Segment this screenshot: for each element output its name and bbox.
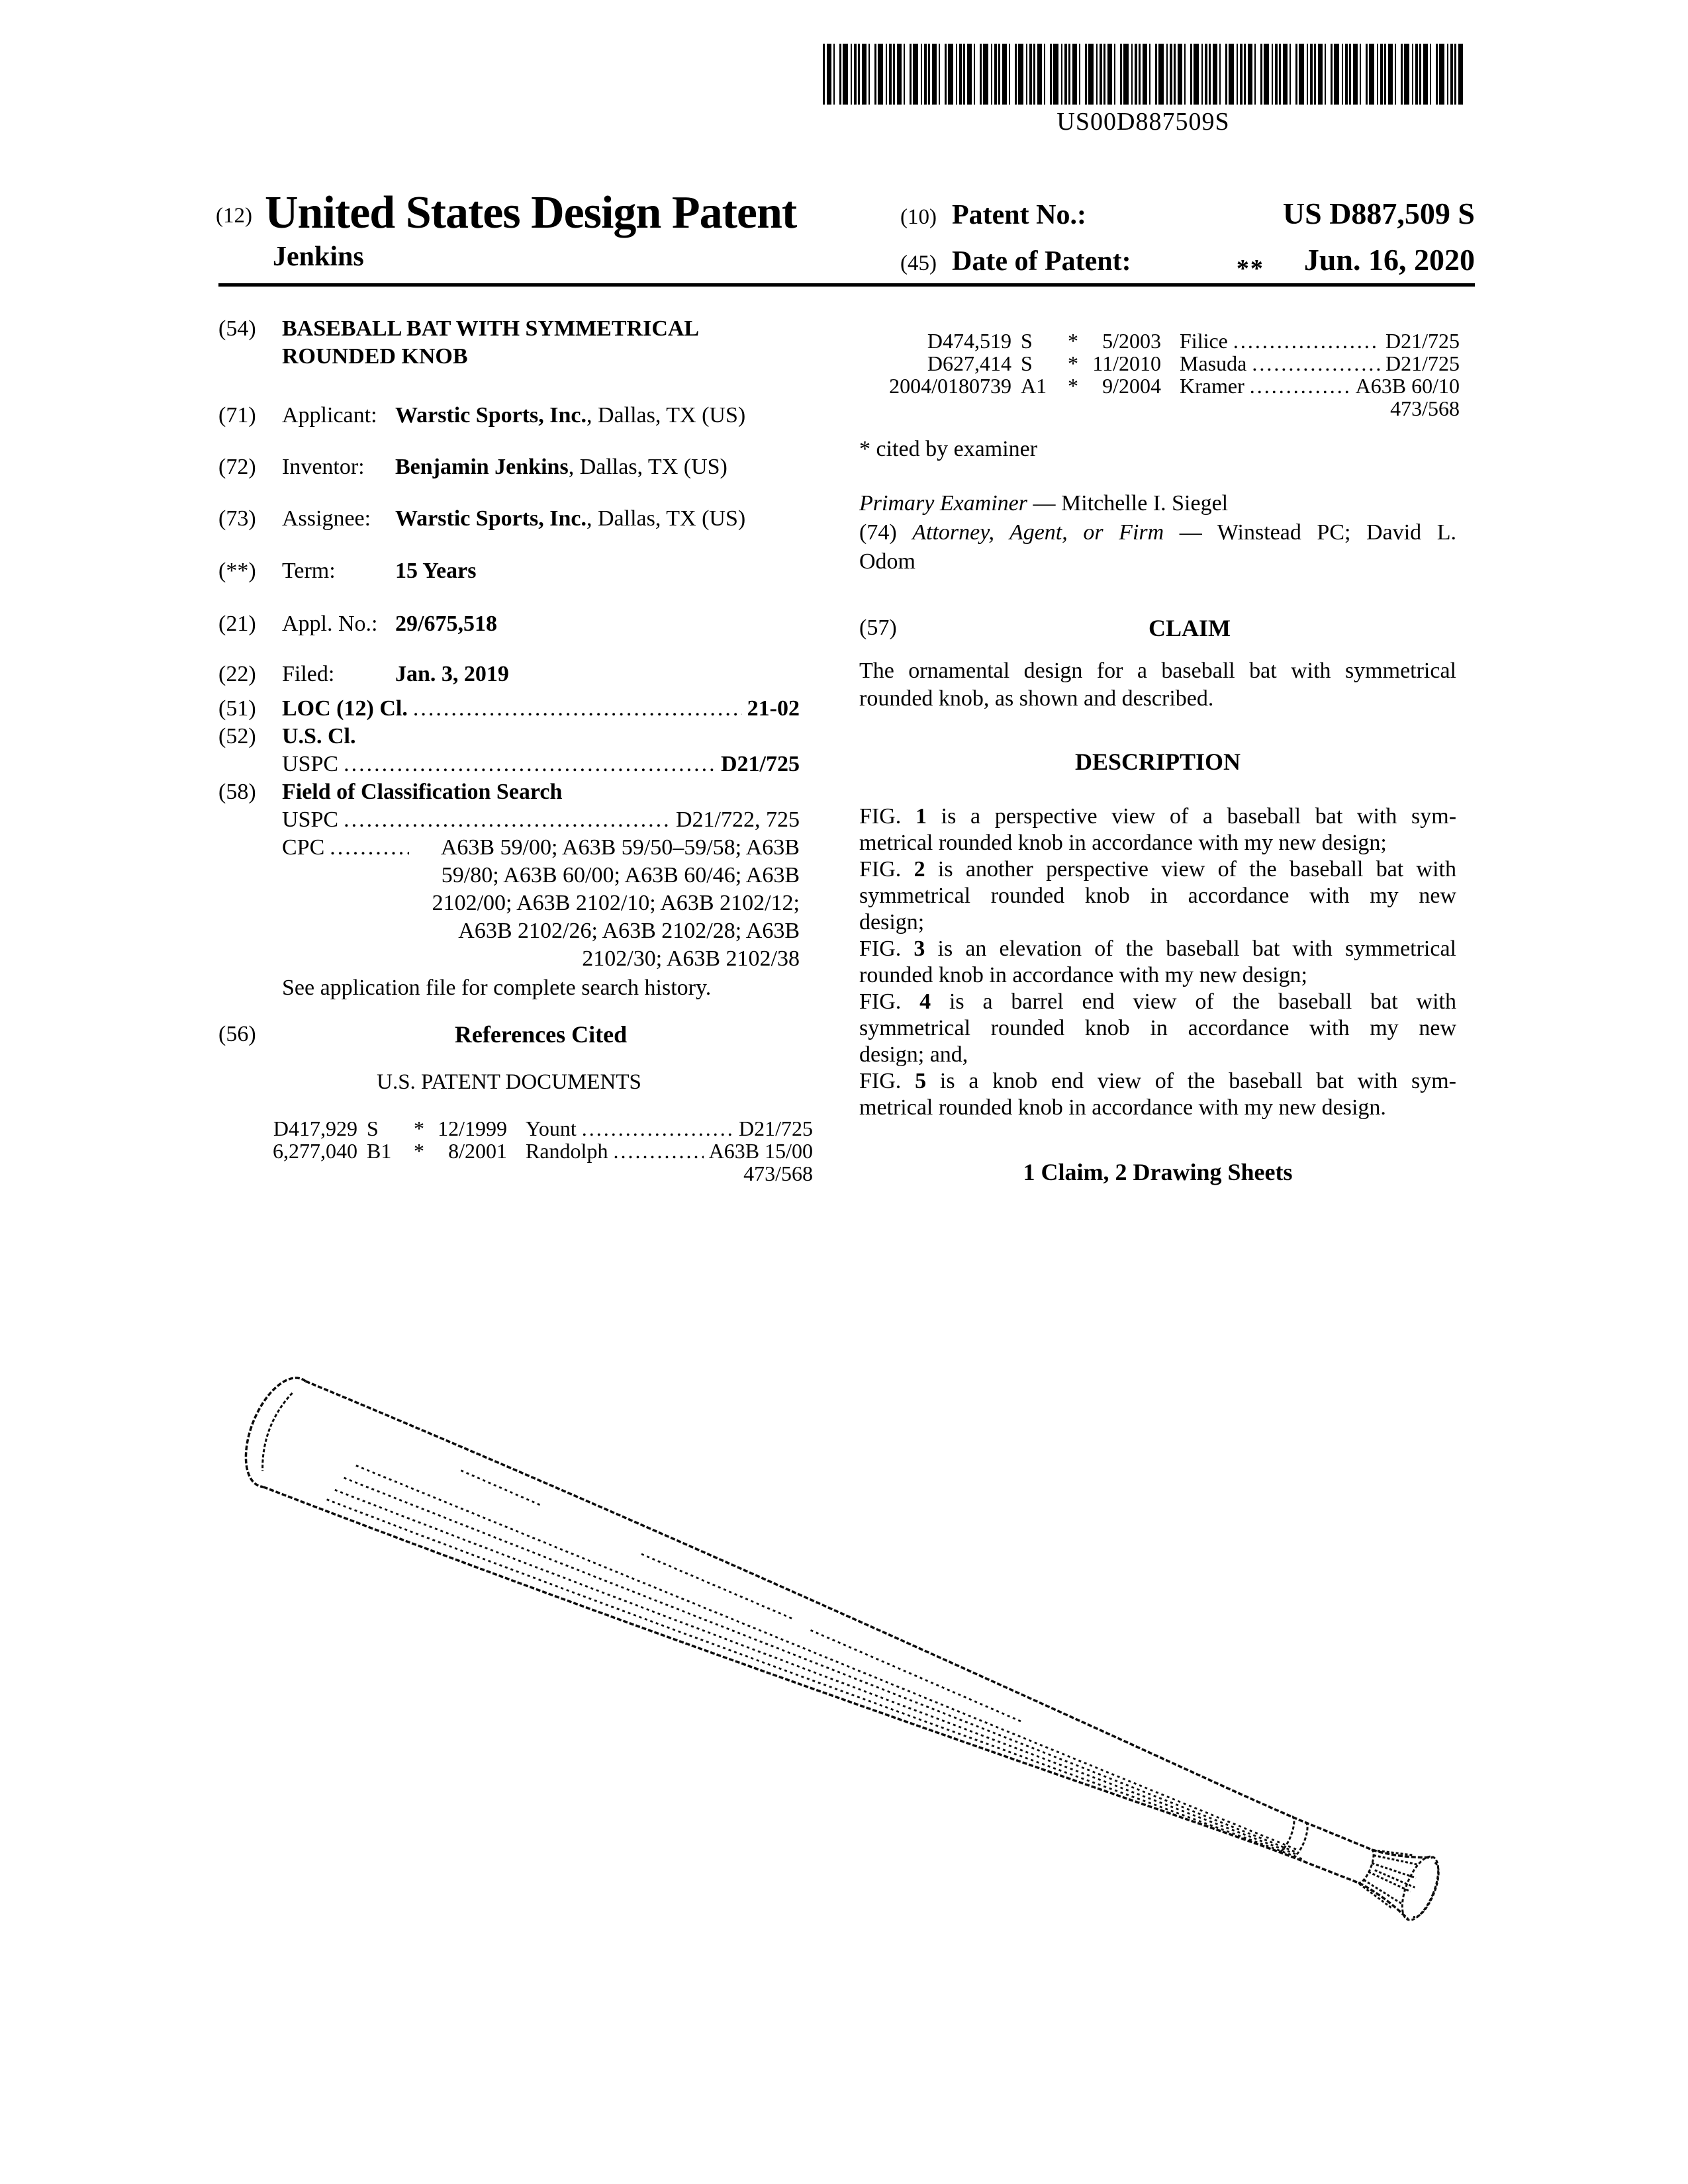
application-number-field bbox=[218, 610, 800, 638]
dot-leader bbox=[613, 1140, 703, 1162]
reference-table-right bbox=[871, 330, 1460, 420]
uspc-label: USPC bbox=[282, 752, 339, 776]
primary-examiner-label: Primary Examiner bbox=[859, 491, 1028, 516]
ref-class-continuation: 473/568 bbox=[1390, 396, 1460, 420]
applicant-location: , Dallas, TX (US) bbox=[586, 403, 746, 428]
reference-row bbox=[230, 1117, 813, 1140]
ref-date: 9/2004 bbox=[1102, 374, 1161, 398]
grain-line bbox=[640, 1554, 795, 1619]
dot-leader bbox=[330, 834, 409, 862]
ref-star: * bbox=[414, 1139, 424, 1163]
term-value: 15 Years bbox=[395, 559, 477, 583]
field-of-search bbox=[218, 778, 800, 806]
field-code: (58) bbox=[218, 780, 256, 804]
claim-text-line1: The ornamental design for a baseball bat with symmetrical bbox=[859, 659, 1456, 683]
reference-row bbox=[871, 352, 1460, 375]
ref-kind: B1 bbox=[367, 1139, 392, 1163]
field-code: (73) bbox=[218, 506, 256, 531]
bat-outline-bottom bbox=[263, 1451, 1414, 1941]
header-divider bbox=[218, 283, 1475, 287]
description-line: FIG. 5 is a knob end view of the baseball bat with sym- bbox=[859, 1069, 1456, 1093]
attorney-code: (74) bbox=[859, 520, 897, 545]
ref-date: 5/2003 bbox=[1102, 329, 1161, 353]
inventor-location: , Dallas, TX (US) bbox=[568, 455, 727, 479]
references-cited-heading bbox=[218, 1021, 800, 1048]
field-code: (22) bbox=[218, 662, 256, 686]
ref-number: 6,277,040 bbox=[273, 1139, 357, 1163]
field-code: (52) bbox=[218, 724, 256, 749]
us-class-label: U.S. Cl. bbox=[282, 724, 356, 749]
ref-name: Masuda bbox=[1180, 351, 1247, 375]
cpc-value-line: A63B 59/00; A63B 59/50–59/58; A63B bbox=[440, 835, 800, 860]
patent-date-line bbox=[900, 242, 1475, 283]
ref-class: A63B 15/00 bbox=[708, 1139, 813, 1163]
ref-class: D21/725 bbox=[739, 1116, 813, 1140]
reference-table-left bbox=[230, 1117, 813, 1185]
description-line: FIG. 4 is a barrel end view of the baseball bat with bbox=[859, 989, 1457, 1014]
patent-date-label: Date of Patent: bbox=[952, 246, 1131, 277]
description-line: design; bbox=[859, 910, 925, 934]
attorney-line2: Odom bbox=[859, 549, 915, 574]
ref-name: Kramer bbox=[1180, 374, 1244, 398]
ref-number: D627,414 bbox=[927, 351, 1011, 375]
reference-row bbox=[871, 375, 1460, 397]
grain-line bbox=[327, 1473, 1304, 1886]
application-number-value: 29/675,518 bbox=[395, 612, 497, 636]
description-line: symmetrical rounded knob in accordance with my new bbox=[859, 884, 1456, 908]
filed-label: Filed: bbox=[282, 662, 335, 686]
filed-field bbox=[218, 660, 800, 688]
search-cpc-line3: 2102/00; A63B 2102/10; A63B 2102/12; bbox=[432, 891, 800, 915]
uspc-value: D21/725 bbox=[721, 752, 800, 776]
search-cpc-line5: 2102/30; A63B 2102/38 bbox=[582, 946, 800, 971]
ref-date: 8/2001 bbox=[448, 1139, 507, 1163]
ref-star: * bbox=[1068, 351, 1078, 375]
description-line: FIG. 3 is an elevation of the baseball bat with symmetrical bbox=[859, 936, 1457, 961]
invention-title-line1: BASEBALL BAT WITH SYMMETRICAL bbox=[282, 316, 700, 341]
assignee-field bbox=[218, 505, 800, 533]
field-code: (**) bbox=[218, 559, 256, 583]
description-line: FIG. 2 is another perspective view of the baseball bat with bbox=[859, 857, 1456, 882]
ref-number: 2004/0180739 bbox=[889, 374, 1011, 398]
barcode-number: US00D887509S bbox=[1056, 108, 1230, 136]
attorney-line bbox=[859, 519, 1456, 547]
inventor-surname: Jenkins bbox=[273, 242, 364, 272]
uspc-label: USPC bbox=[282, 807, 339, 832]
dot-leader bbox=[344, 751, 716, 778]
reference-row bbox=[871, 330, 1460, 352]
dot-leader bbox=[344, 806, 671, 834]
applicant-name: Warstic Sports, Inc. bbox=[395, 403, 586, 428]
ref-kind: S bbox=[367, 1116, 379, 1140]
loc-class-field bbox=[218, 695, 800, 723]
term-field bbox=[218, 557, 800, 585]
description-line: FIG. 1 is a perspective view of a baseball bat with sym- bbox=[859, 804, 1457, 829]
patent-date-code: (45) bbox=[900, 251, 937, 275]
assignee-name: Warstic Sports, Inc. bbox=[395, 506, 586, 531]
ref-number: D417,929 bbox=[273, 1116, 357, 1140]
inventor-field bbox=[218, 453, 800, 481]
field-code: (56) bbox=[218, 1022, 256, 1046]
field-code: (72) bbox=[218, 455, 256, 479]
applicant-field bbox=[218, 402, 800, 430]
dot-leader bbox=[1233, 330, 1380, 352]
grain-line bbox=[335, 1473, 1298, 1872]
search-cpc-line2: 59/80; A63B 60/00; A63B 60/46; A63B bbox=[441, 863, 800, 887]
grain-line bbox=[353, 1465, 1301, 1850]
ref-name: Randolph bbox=[526, 1139, 608, 1163]
cited-by-examiner-note: * cited by examiner bbox=[859, 437, 1038, 461]
invention-title-line2: ROUNDED KNOB bbox=[282, 344, 468, 369]
patent-number-line bbox=[900, 196, 1475, 231]
ref-class: D21/725 bbox=[1385, 351, 1460, 375]
document-type-title: United States Design Patent bbox=[265, 187, 797, 238]
us-class-field bbox=[218, 723, 800, 751]
patent-number-value: US D887,509 S bbox=[1282, 197, 1475, 230]
dot-leader bbox=[1250, 375, 1350, 397]
search-history-text: See application file for complete search history. bbox=[282, 976, 712, 1000]
ref-class-continuation: 473/568 bbox=[743, 1161, 813, 1185]
grain-line bbox=[808, 1630, 1026, 1722]
ref-star: * bbox=[414, 1116, 424, 1140]
patent-number-label: Patent No.: bbox=[952, 200, 1086, 230]
loc-class-value: 21-02 bbox=[747, 696, 800, 721]
references-cited-title: References Cited bbox=[454, 1021, 628, 1048]
kind-code: (12) bbox=[216, 204, 252, 228]
continuation-stars: ** bbox=[1236, 255, 1264, 283]
bat-outline-top bbox=[291, 1381, 1442, 1872]
ref-kind: A1 bbox=[1021, 374, 1047, 398]
ref-number: D474,519 bbox=[927, 329, 1011, 353]
title-field bbox=[218, 315, 800, 371]
field-code: (54) bbox=[218, 316, 256, 341]
search-uspc-line bbox=[218, 806, 800, 834]
ref-star: * bbox=[1068, 374, 1078, 398]
patent-date-value: Jun. 16, 2020 bbox=[1303, 243, 1475, 277]
search-cpc-line4: A63B 2102/26; A63B 2102/28; A63B bbox=[458, 919, 800, 943]
field-code: (21) bbox=[218, 612, 256, 636]
cpc-label: CPC bbox=[282, 835, 325, 860]
loc-class-label: LOC (12) Cl. bbox=[282, 696, 408, 721]
claim-heading: CLAIM bbox=[1149, 615, 1231, 641]
claim-code: (57) bbox=[859, 615, 897, 640]
us-patent-documents-heading: U.S. PATENT DOCUMENTS bbox=[377, 1070, 641, 1094]
description-heading: DESCRIPTION bbox=[1074, 749, 1241, 775]
field-of-search-label: Field of Classification Search bbox=[282, 780, 563, 804]
dot-leader bbox=[582, 1117, 733, 1140]
ref-name: Filice bbox=[1180, 329, 1228, 353]
search-uspc-value: D21/722, 725 bbox=[676, 807, 800, 832]
description-line: symmetrical rounded knob in accordance with my new bbox=[859, 1016, 1456, 1040]
term-label: Term: bbox=[282, 559, 336, 583]
assignee-label: Assignee: bbox=[282, 506, 371, 531]
bat-barrel-endcap-inner bbox=[254, 1390, 294, 1471]
description-line: metrical rounded knob in accordance with my new design; bbox=[859, 831, 1387, 855]
inventor-label: Inventor: bbox=[282, 455, 365, 479]
filed-value: Jan. 3, 2019 bbox=[395, 662, 509, 686]
description-line: metrical rounded knob in accordance with my new design. bbox=[859, 1095, 1386, 1120]
ref-kind: S bbox=[1021, 351, 1033, 375]
field-code: (71) bbox=[218, 403, 256, 428]
attorney-label: Attorney, Agent, or Firm bbox=[912, 520, 1164, 545]
ref-name: Yount bbox=[526, 1116, 577, 1140]
inventor-name: Benjamin Jenkins bbox=[395, 455, 569, 479]
primary-examiner-line bbox=[859, 490, 1456, 518]
barcode-icon bbox=[823, 44, 1464, 105]
applicant-label: Applicant: bbox=[282, 403, 377, 428]
bat-knob-endcap-inner bbox=[1413, 1863, 1445, 1921]
search-history-note bbox=[218, 974, 800, 1002]
claim-heading-line bbox=[859, 614, 1456, 642]
claims-sheets-summary: 1 Claim, 2 Drawing Sheets bbox=[1023, 1159, 1293, 1185]
claim-text-line2: rounded knob, as shown and described. bbox=[859, 686, 1214, 711]
ref-class: D21/725 bbox=[1385, 329, 1460, 353]
description-line: design; and, bbox=[859, 1042, 968, 1067]
ref-date: 12/1999 bbox=[438, 1116, 507, 1140]
dot-leader bbox=[413, 695, 742, 723]
bat-barrel-endcap bbox=[232, 1368, 306, 1487]
description-line: rounded knob in accordance with my new design; bbox=[859, 963, 1307, 987]
patent-number-code: (10) bbox=[900, 205, 937, 229]
dot-leader bbox=[1252, 352, 1380, 375]
ref-class: A63B 60/10 bbox=[1355, 374, 1460, 398]
uspc-line bbox=[218, 751, 800, 778]
primary-examiner-name: — Mitchelle I. Siegel bbox=[1033, 491, 1229, 516]
attorney-firm: — Winstead PC; David L. bbox=[1179, 520, 1457, 545]
assignee-location: , Dallas, TX (US) bbox=[586, 506, 746, 531]
ref-star: * bbox=[1068, 329, 1078, 353]
application-number-label: Appl. No.: bbox=[282, 612, 378, 636]
field-code: (51) bbox=[218, 696, 256, 721]
ref-date: 11/2010 bbox=[1092, 351, 1161, 375]
description-text bbox=[859, 803, 1456, 1121]
ref-kind: S bbox=[1021, 329, 1033, 353]
reference-row bbox=[230, 1140, 813, 1162]
figure-baseball-bat-drawing bbox=[165, 1291, 1523, 2019]
search-cpc-line1 bbox=[218, 834, 800, 862]
